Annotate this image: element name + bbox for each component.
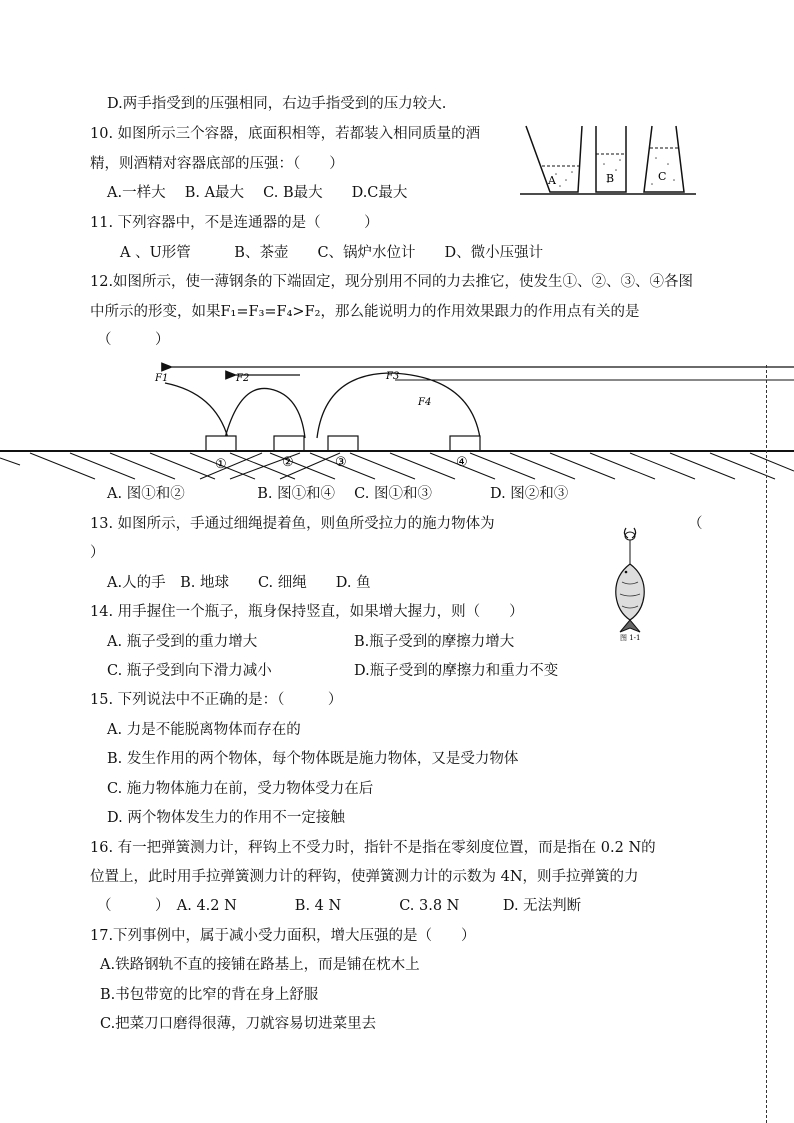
label-case-4: ④ [456,455,468,470]
q10-stem-2: 精，则酒精对容器底部的压强：（ ） [90,156,344,172]
q15-stem: 15. 下列说法中不正确的是：（ ） [90,692,343,708]
label-f3: F3 [386,371,400,382]
label-f4: F4 [418,397,432,408]
q9-option-d: D.两手指受到的压强相同，右边手指受到的压力较大. [107,96,447,112]
label-case-1: ① [215,457,227,472]
container-a-label: A [548,174,556,187]
q15-option-c: C. 施力物体施力在前，受力物体受力在后 [107,781,374,797]
label-case-2: ② [282,455,294,470]
fish-figure [604,524,660,642]
label-case-3: ③ [335,455,347,470]
q16-stem-1: 16. 有一把弹簧测力计，秤钩上不受力时，指针不是指在零刻度位置，而是指在 0.2 N的 [90,840,656,856]
q10-stem-1: 10. 如图所示三个容器，底面积相等，若都装入相同质量的酒 [90,126,481,142]
q11-options: A 、U形管 B、茶壶 C、锅炉水位计 D、微小压强计 [120,245,544,261]
q17-option-c: C.把菜刀口磨得很薄，刀就容易切进菜里去 [100,1016,377,1032]
q15-option-b: B. 发生作用的两个物体，每个物体既是施力物体，又是受力物体 [107,751,519,767]
q17-option-a: A.铁路钢轨不直的接铺在路基上，而是铺在枕木上 [100,957,420,973]
q17-stem: 17.下列事例中，属于减小受力面积，增大压强的是（ ） [90,928,476,944]
q10-options: A.一样大 B. A最大 C. B最大 D.C最大 [107,185,408,201]
q15-option-d: D. 两个物体发生力的作用不一定接触 [107,810,345,826]
q14-stem: 14. 用手握住一个瓶子，瓶身保持竖直，如果增大握力，则（ ） [90,604,524,620]
q11-stem: 11. 下列容器中，不是连通器的是（ ） [90,215,379,231]
containers-figure [520,124,696,198]
q12-stem-1: 12.如图所示，使一薄钢条的下端固定，现分别用不同的力去推它，使发生①、②、③、④各图 [90,274,694,290]
q12-stem-3: （ ） [97,332,170,348]
q16-options: （ ） A. 4.2 N B. 4 N C. 3.8 N D. 无法判断 [97,898,582,914]
q13-paren-close: ） [90,545,105,561]
q17-option-b: B.书包带宽的比窄的背在身上舒服 [100,987,319,1003]
steel-strip-figure [0,355,794,505]
q14-option-b: B.瓶子受到的摩擦力增大 [354,634,515,650]
q16-stem-2: 位置上，此时用手拉弹簧测力计的秤钩，使弹簧测力计的示数为 4N，则手拉弹簧的力 [90,869,639,885]
q15-option-a: A. 力是不能脱离物体而存在的 [107,722,301,738]
q14-option-c: C. 瓶子受到向下滑力减小 [107,663,272,679]
q12-options: A. 图①和② B. 图①和④ C. 图①和③ D. 图②和③ [107,486,569,502]
q14-option-a: A. 瓶子受到的重力增大 [107,634,258,650]
q13-stem: 13. 如图所示，手通过细绳提着鱼，则鱼所受拉力的施力物体为 [90,516,495,532]
container-c-label: C [658,170,667,183]
q14-option-d: D.瓶子受到的摩擦力和重力不变 [354,663,559,679]
q12-stem-2: 中所示的形变，如果F₁=F₃=F₄>F₂，那么能说明力的作用效果跟力的作用点有关的是 [90,304,640,320]
label-f1: F1 [155,373,169,384]
fish-figure-caption: 图 1-1 [620,634,641,642]
q13-options: A.人的手 B. 地球 C. 细绳 D. 鱼 [107,575,371,591]
binding-margin-line [766,365,767,1123]
container-b-label: B [606,172,615,185]
q13-paren-open: （ [688,516,703,532]
label-f2: F2 [236,373,250,384]
